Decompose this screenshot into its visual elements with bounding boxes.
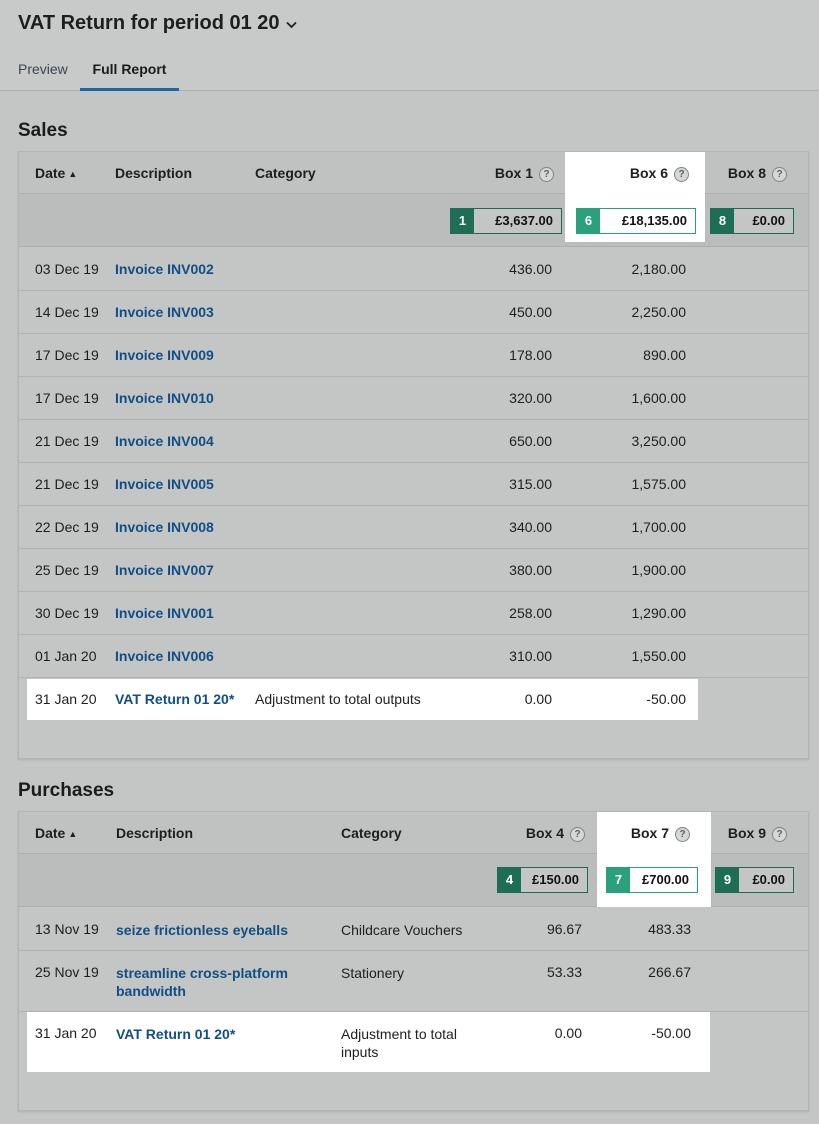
table-row	[19, 463, 808, 506]
sort-ascending-icon: ▲	[68, 169, 78, 179]
row-box1-value: 315.00	[509, 476, 552, 492]
row-box4-value: 53.33	[546, 964, 582, 980]
row-box1-value: 436.00	[509, 261, 552, 277]
chevron-down-icon	[286, 12, 297, 35]
row-category: Childcare Vouchers	[341, 922, 463, 938]
column-header-box4	[479, 812, 585, 854]
row-description-link[interactable]: Invoice INV004	[115, 433, 214, 449]
table-row	[19, 334, 808, 377]
help-icon[interactable]: ?	[675, 827, 690, 842]
row-date: 31 Jan 20	[35, 1025, 97, 1041]
box7-total[interactable]	[606, 867, 698, 893]
row-date: 14 Dec 19	[35, 304, 99, 320]
box7-label: Box 7	[630, 825, 669, 841]
table-row	[19, 248, 808, 291]
sales-section-title: Sales	[18, 120, 68, 141]
table-row	[19, 1012, 808, 1072]
box-total-amount: £0.00	[734, 209, 793, 233]
row-box7-value: -50.00	[651, 1025, 691, 1041]
purchases-section-title: Purchases	[18, 780, 115, 801]
row-box7-value: 483.33	[648, 921, 691, 937]
column-header-date[interactable]	[35, 812, 77, 854]
purchases-table	[18, 811, 809, 1111]
row-date: 22 Dec 19	[35, 519, 99, 535]
row-date: 31 Jan 20	[35, 691, 97, 707]
column-header-description: Description	[116, 825, 194, 841]
row-date: 13 Nov 19	[35, 921, 99, 937]
box-total-amount: £3,637.00	[474, 209, 561, 233]
row-box1-value: 450.00	[509, 304, 552, 320]
column-header-category: Category	[341, 825, 402, 841]
box-number-badge: 6	[577, 209, 600, 233]
box-total-amount: £700.00	[630, 868, 697, 892]
box1-label: Box 1	[494, 165, 533, 181]
row-box6-value: 1,900.00	[631, 562, 686, 578]
row-category: Stationery	[341, 965, 405, 981]
column-header-box9	[709, 812, 787, 854]
row-box1-value: 340.00	[509, 519, 552, 535]
row-date: 21 Dec 19	[35, 476, 99, 492]
column-header-category: Category	[255, 165, 316, 181]
box-total-amount: £18,135.00	[600, 209, 695, 233]
row-box6-value: 1,575.00	[631, 476, 686, 492]
row-box6-value: 2,250.00	[631, 304, 686, 320]
column-header-date[interactable]	[35, 152, 77, 194]
report-title-dropdown[interactable]	[18, 12, 297, 35]
page-title: VAT Return for period 01 20	[18, 12, 280, 34]
row-box6-value: 3,250.00	[631, 433, 686, 449]
box4-total[interactable]	[497, 867, 588, 893]
box-number-badge: 8	[711, 209, 734, 233]
report-header	[0, 0, 819, 91]
tab-preview[interactable]: Preview	[18, 61, 68, 77]
box9-label: Box 9	[727, 825, 766, 841]
row-box6-value: 1,700.00	[631, 519, 686, 535]
row-description-link[interactable]: Invoice INV003	[115, 304, 214, 320]
row-date: 01 Jan 20	[35, 648, 97, 664]
column-header-date-label: Date	[35, 825, 66, 841]
column-header-box6	[579, 152, 689, 194]
row-description-link[interactable]: Invoice INV009	[115, 347, 214, 363]
row-description-link[interactable]: streamline cross-platform bandwidth	[116, 965, 288, 999]
row-description-link[interactable]: Invoice INV005	[115, 476, 214, 492]
box-number-badge: 7	[607, 868, 630, 892]
box-total-amount: £0.00	[739, 868, 793, 892]
row-category: Adjustment to total inputs	[341, 1026, 457, 1060]
row-box4-value: 0.00	[554, 1025, 582, 1041]
box-number-badge: 1	[451, 209, 474, 233]
help-icon[interactable]: ?	[570, 827, 585, 842]
row-box4-value: 96.67	[546, 921, 582, 937]
column-header-box8	[709, 152, 787, 194]
table-row	[19, 291, 808, 334]
row-box6-value: 890.00	[643, 347, 686, 363]
box6-total[interactable]	[576, 208, 696, 234]
row-description-link[interactable]: Invoice INV010	[115, 390, 214, 406]
row-box1-value: 320.00	[509, 390, 552, 406]
row-box1-value: 178.00	[509, 347, 552, 363]
help-icon[interactable]: ?	[772, 167, 787, 182]
row-box1-value: 650.00	[509, 433, 552, 449]
row-box6-value: 1,600.00	[631, 390, 686, 406]
column-header-description: Description	[115, 165, 193, 181]
sort-ascending-icon: ▲	[68, 829, 78, 839]
table-row	[19, 908, 808, 951]
row-date: 17 Dec 19	[35, 390, 99, 406]
help-icon[interactable]: ?	[539, 167, 554, 182]
row-description-link[interactable]: seize frictionless eyeballs	[116, 922, 288, 938]
box8-label: Box 8	[727, 165, 766, 181]
table-row	[19, 506, 808, 549]
row-box1-value: 258.00	[509, 605, 552, 621]
row-box1-value: 380.00	[509, 562, 552, 578]
row-description-link[interactable]: Invoice INV002	[115, 261, 214, 277]
row-date: 30 Dec 19	[35, 605, 99, 621]
row-box1-value: 310.00	[509, 648, 552, 664]
row-date: 17 Dec 19	[35, 347, 99, 363]
box-number-badge: 4	[498, 868, 521, 892]
row-description-link[interactable]: Invoice INV001	[115, 605, 214, 621]
row-date: 25 Nov 19	[35, 964, 99, 980]
row-description-link[interactable]: VAT Return 01 20*	[116, 1026, 236, 1042]
box-total-amount: £150.00	[521, 868, 587, 892]
table-row	[19, 549, 808, 592]
row-box6-value: 2,180.00	[631, 261, 686, 277]
row-box7-value: 266.67	[648, 964, 691, 980]
column-header-date-label: Date	[35, 165, 66, 181]
table-row	[19, 592, 808, 635]
row-date: 03 Dec 19	[35, 261, 99, 277]
row-date: 25 Dec 19	[35, 562, 99, 578]
row-box6-value: 1,290.00	[631, 605, 686, 621]
box8-total[interactable]	[710, 208, 794, 234]
row-date: 21 Dec 19	[35, 433, 99, 449]
box-number-badge: 9	[716, 868, 739, 892]
table-row	[19, 377, 808, 420]
table-row	[19, 420, 808, 463]
row-description-link[interactable]: Invoice INV007	[115, 562, 214, 578]
row-description-link[interactable]: Invoice INV008	[115, 519, 214, 535]
column-header-box7	[599, 812, 690, 854]
box1-total[interactable]	[450, 208, 562, 234]
table-row	[19, 951, 808, 1012]
sales-table	[18, 151, 809, 759]
row-box6-value: 1,550.00	[631, 648, 686, 664]
row-description-link[interactable]: Invoice INV006	[115, 648, 214, 664]
column-header-box1	[449, 152, 554, 194]
table-row	[19, 678, 808, 721]
row-box6-value: -50.00	[646, 691, 686, 707]
row-description-link[interactable]: VAT Return 01 20*	[115, 691, 235, 707]
box9-total[interactable]	[715, 867, 794, 893]
table-row	[19, 635, 808, 678]
help-icon[interactable]: ?	[674, 167, 689, 182]
box6-label: Box 6	[629, 165, 668, 181]
tab-full-report[interactable]: Full Report	[80, 50, 179, 91]
row-box1-value: 0.00	[524, 691, 552, 707]
row-category: Adjustment to total outputs	[255, 691, 421, 707]
box4-label: Box 4	[525, 825, 564, 841]
help-icon[interactable]: ?	[772, 827, 787, 842]
